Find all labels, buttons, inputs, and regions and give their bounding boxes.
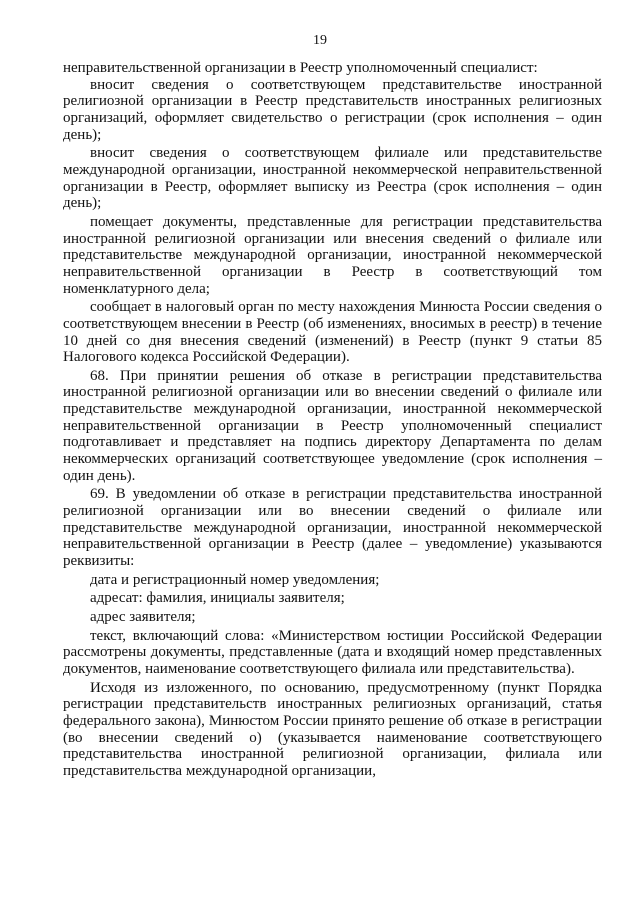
paragraph-tax-notification: сообщает в налоговый орган по месту нахождения Минюста России сведения о соответствующем внесении в Реестр (об изменениях, вносимых в реестр) в течение 10 дней со дня внесения сведений (изменений) в Реестр (пункт 9 статьи 85 Налогового кодекса Российской Федерации).: [63, 299, 602, 366]
paragraph-intro: неправительственной организации в Реестр уполномоченный специалист:: [63, 60, 538, 76]
paragraph-requisite-date: дата и регистрационный номер уведомления;: [90, 571, 380, 588]
paragraph-requisite-text: текст, включающий слова: «Министерством юстиции Российской Федерации рассмотрены документы, представленные (дата и входящий номер представленных документов, наименование соответствующего филиала или представительства).: [63, 627, 602, 677]
paragraph-branch-registry: вносит сведения о соответствующем филиале или представительстве международной организации, иностранной некоммерческой неправительственной организации в Реестр, оформляет выписку из Реестра (срок исполнения – один день);: [63, 145, 602, 212]
paragraph-documents-filing: помещает документы, представленные для регистрации представительства иностранной религиозной организации или внесения сведений о филиале или представительстве международной организации, иностранной некоммерческой неправительственной организации в Реестр в соответствующий том номенклатурного дела;: [63, 213, 602, 297]
paragraph-requisite-address: адрес заявителя;: [90, 609, 196, 625]
paragraph-item-68: 68. При принятии решения об отказе в регистрации представительства иностранной религиозной организации или во внесении сведений о филиале или представительстве международной организации, иностранной некоммерческой неправительственной организации в Реестр уполномоченный специалист подготавливает и представляет на подпись директору Департамента по делам некоммерческих организаций соответствующее уведомление (срок исполнения – один день).: [63, 367, 602, 484]
paragraph-item-69: 69. В уведомлении об отказе в регистрации представительства иностранной религиозной организации или во внесении сведений о филиале или представительстве международной организации, иностранной некоммерческой неправительственной организации в Реестр (далее – уведомление) указываются реквизиты:: [63, 486, 602, 570]
page-number: 19: [313, 33, 327, 48]
paragraph-religious-registry: вносит сведения о соответствующем представительстве иностранной религиозной организации в Реестр представительств иностранных религиозных организаций, оформляет свидетельство о регистрации (срок исполнения – один день);: [63, 76, 602, 143]
paragraph-decision: Исходя из изложенного, по основанию, предусмотренному (пункт Порядка регистрации представительств иностранных религиозных организаций, статья федерального закона), Минюстом России принято решение об отказе в регистрации (во внесении сведений о) (указывается наименование соответствующего представительства иностранной религиозной организации, филиала или представительства международной организации,: [63, 679, 602, 779]
document-body: [63, 60, 602, 780]
paragraph-requisite-addressee: адресат: фамилия, инициалы заявителя;: [90, 590, 345, 607]
